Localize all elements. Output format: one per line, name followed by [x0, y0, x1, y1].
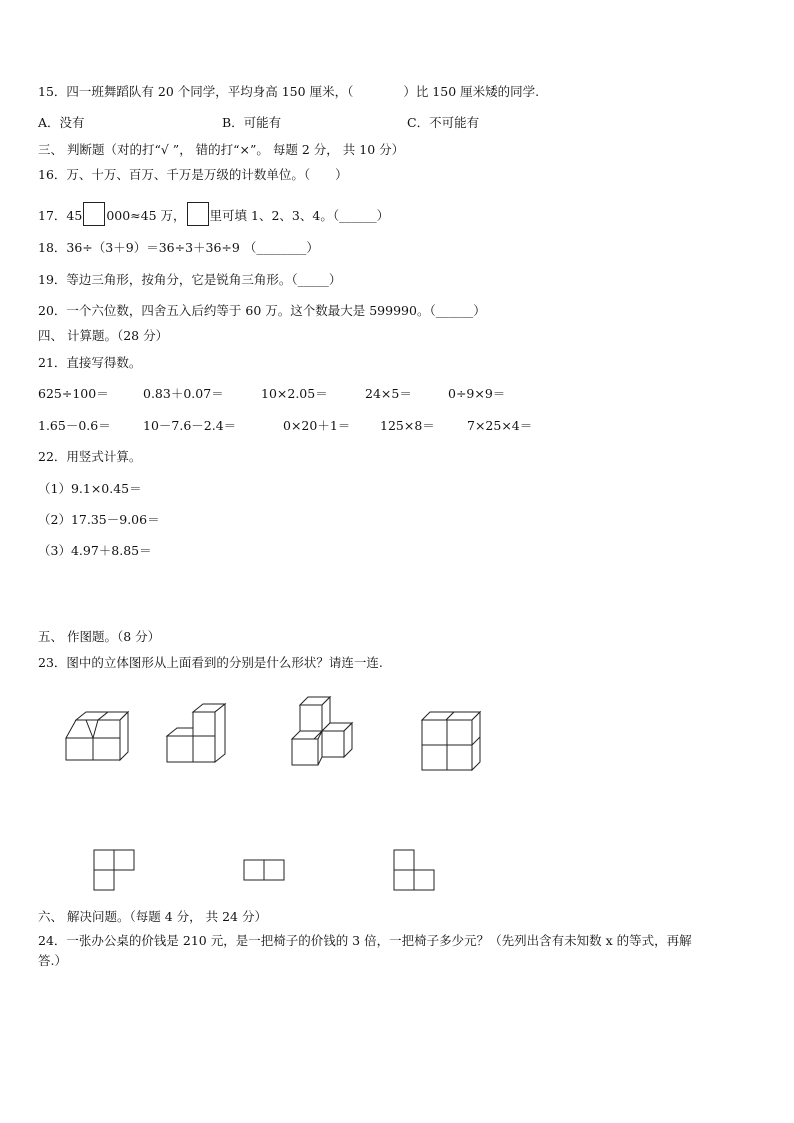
question-22-title: 22．用竖式计算。: [38, 449, 142, 464]
question-24-line2: 答.）: [38, 953, 67, 968]
calc-item: 0×20＋1＝: [283, 418, 351, 433]
section-3-heading: 三、 判断题（对的打“√ ”， 错的打“×”。 每题 2 分， 共 10 分）: [38, 142, 405, 157]
calc-item: 10－7.6－2.4＝: [143, 418, 237, 433]
option-a: A．没有: [38, 115, 85, 130]
question-17-part3: 里可填 1、2、3、4。（______）: [209, 208, 390, 223]
calc-item: 7×25×4＝: [467, 418, 533, 433]
top-view-2: [243, 859, 287, 883]
question-24-line1: 24．一张办公桌的价钱是 210 元，是一把椅子的价钱的 3 倍，一把椅子多少元？（先列出含有未知数 x 的等式，再解: [38, 933, 692, 948]
solid-figure-1: [60, 712, 140, 764]
option-c: C．不可能有: [407, 115, 480, 130]
solid-figure-3: [288, 697, 368, 771]
calc-item: 625÷100＝: [38, 386, 109, 401]
section-4-heading: 四、 计算题。（28 分）: [38, 328, 169, 343]
question-17-part1: 17．45: [38, 208, 83, 223]
solid-figure-2: [163, 702, 243, 768]
question-23: 23．图中的立体图形从上面看到的分别是什么形状？请连一连.: [38, 655, 383, 670]
answer-box: [187, 202, 209, 226]
vertical-calc-item: （2）17.35－9.06＝: [38, 512, 160, 527]
calc-item: 0÷9×9＝: [448, 386, 506, 401]
option-b: B．可能有: [222, 115, 282, 130]
top-view-3: [393, 849, 437, 893]
calc-item: 1.65－0.6＝: [38, 418, 111, 433]
calc-item: 0.83＋0.07＝: [143, 386, 224, 401]
question-19: 19．等边三角形，按角分，它是锐角三角形。（_____）: [38, 272, 342, 287]
vertical-calc-item: （3）4.97＋8.85＝: [38, 543, 152, 558]
question-17: [38, 202, 389, 226]
calc-item: 125×8＝: [380, 418, 435, 433]
question-18: 18．36÷（3＋9）＝36÷3＋36÷9 （________）: [38, 240, 319, 255]
calc-item: 24×5＝: [365, 386, 412, 401]
question-16: 16．万、十万、百万、千万是万级的计数单位。（ ）: [38, 167, 348, 182]
section-6-heading: 六、 解决问题。（每题 4 分， 共 24 分）: [38, 909, 267, 924]
question-15: 15．四一班舞蹈队有 20 个同学，平均身高 150 厘米，（ ）比 150 厘米矮的同学.: [38, 84, 540, 99]
vertical-calc-item: （1）9.1×0.45＝: [38, 481, 142, 496]
question-20: 20．一个六位数，四舍五入后约等于 60 万。这个数最大是 599990。（______）: [38, 303, 486, 318]
section-5-heading: 五、 作图题。（8 分）: [38, 629, 161, 644]
calc-item: 10×2.05＝: [261, 386, 328, 401]
question-17-part2: 000≈45 万，: [106, 208, 186, 223]
top-view-1: [93, 849, 137, 893]
question-21-title: 21．直接写得数。: [38, 355, 142, 370]
answer-box: [83, 202, 105, 226]
solid-figure-4: [418, 710, 488, 774]
